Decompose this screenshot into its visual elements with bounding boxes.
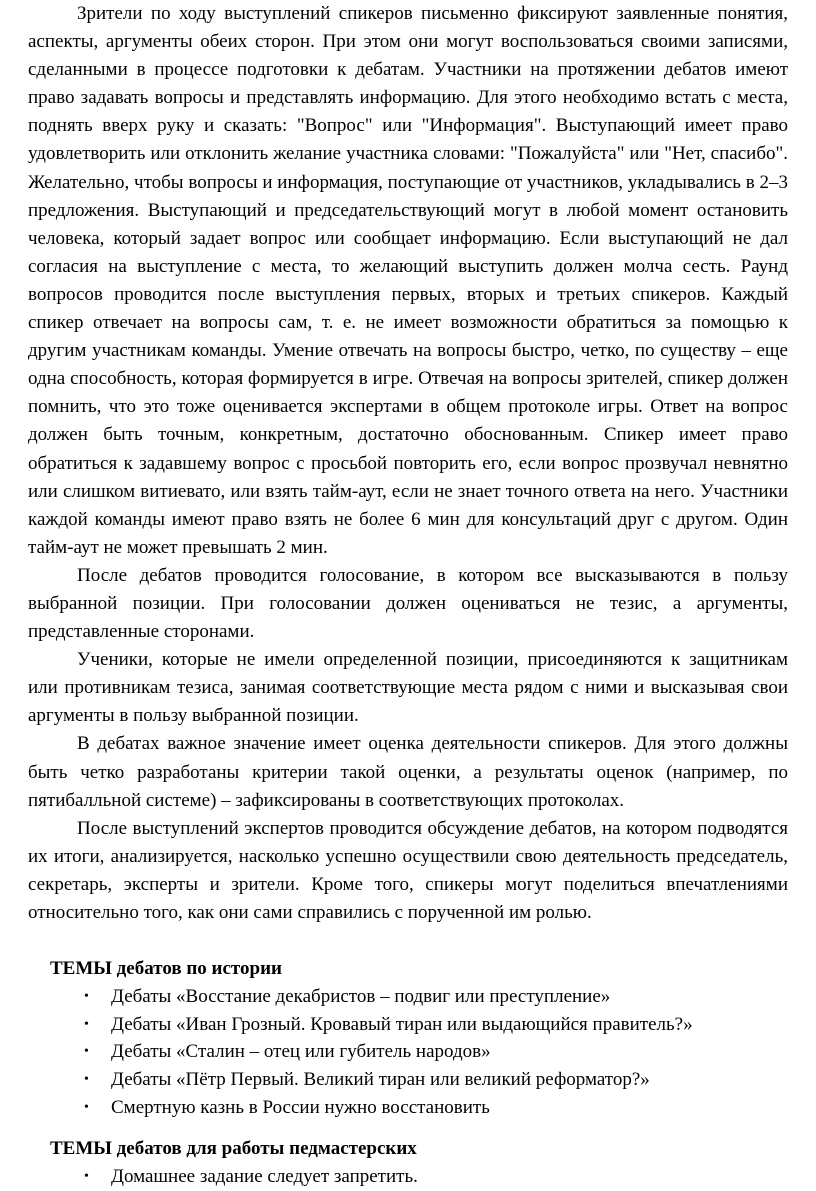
list-item: • Домашнее задание следует запретить. bbox=[28, 1163, 788, 1191]
paragraph-undecided-students: Ученики, которые не имели определенной позиции, присоединяются к защитникам или противникам тезиса, занимая соответствующие места рядом с ними и высказывая свои аргументы в пользу выбранной позиции. bbox=[28, 649, 788, 727]
section-title-workshops: ТЕМЫ дебатов для работы педмастерских bbox=[50, 1138, 417, 1160]
spacer bbox=[28, 1121, 788, 1135]
paragraph-speaker-evaluation: В дебатах важное значение имеет оценка деятельности спикеров. Для этого должны быть четко разработаны критерии такой оценки, а результаты оценок (например, по пятибалльной системе) – зафиксированы в соответствующих протоколах. bbox=[28, 733, 788, 811]
history-topics-list bbox=[28, 983, 788, 1121]
document-page bbox=[28, 0, 788, 1191]
bullet-icon: • bbox=[84, 1099, 89, 1115]
list-item: • Дебаты «Пётр Первый. Великий тиран или великий реформатор?» bbox=[28, 1066, 788, 1094]
paragraph-voting: После дебатов проводится голосование, в котором все высказываются в пользу выбранной позиции. При голосовании должен оцениваться не тезис, а аргументы, представленные сторонами. bbox=[28, 564, 788, 643]
paragraph-questions-rules: Зрители по ходу выступлений спикеров письменно фиксируют заявленные понятия, аспекты, аргументы обеих сторон. При этом они могут воспользоваться своими записями, сделанными в процессе подготовки к дебатам. Участники на протяжении дебатов имеют право задавать вопросы и представлять информацию. Для этого необходимо встать с места, поднять вверх руку и сказать: "Вопрос" или "Информация". Выступающий имеет право удовлетворить или отклонить желание участника словами: "Пожалуйста" или "Нет, спасибо". Желательно, чтобы вопросы и информация, поступающие от участников, укладывались в 2–3 предложения. Выступающий и председательствующий могут в любой момент остановить человека, который задает вопрос или сообщает информацию. Если выступающий не дал согласия на выступление с места, то желающий выступить должен молча сесть. Раунд вопросов проводится после выступления первых, вторых и третьих спикеров. Каждый спикер отвечает на вопросы сам, т. е. не имеет возможности обратиться за помощью к другим участникам команды. Умение отвечать на вопросы быстро, четко, по существу – еще одна способность, которая формируется в игре. Отвечая на вопросы зрителей, спикер должен помнить, что это тоже оценивается экспертами в общем протоколе игры. Ответ на вопрос должен быть точным, конкретным, достаточно обоснованным. Спикер имеет право обратиться к задавшему вопрос с просьбой повторить его, если вопрос прозвучал невнятно или слишком витиевато, или взять тайм-аут, если не знает точного ответа на него. Участники каждой команды имеют право взять не более 6 мин для консультаций друг с другом. Один тайм-аут не может превышать 2 мин. bbox=[28, 3, 788, 558]
bullet-icon: • bbox=[84, 1044, 89, 1060]
spacer bbox=[28, 927, 788, 955]
bullet-icon: • bbox=[84, 989, 89, 1005]
paragraph-discussion: После выступлений экспертов проводится обсуждение дебатов, на котором подводятся их итоги, анализируется, насколько успешно осуществили свою деятельность председатель, секретарь, эксперты и зрители. Кроме того, спикеры могут поделиться впечатлениями относительно того, как они сами справились с порученной им ролью. bbox=[28, 817, 788, 923]
bullet-icon: • bbox=[84, 1016, 89, 1032]
section-title-history: ТЕМЫ дебатов по истории bbox=[50, 958, 282, 980]
bullet-icon: • bbox=[84, 1169, 89, 1185]
bullet-icon: • bbox=[84, 1071, 89, 1087]
list-item: • Дебаты «Иван Грозный. Кровавый тиран или выдающийся правитель?» bbox=[28, 1011, 788, 1039]
list-item: • Смертную казнь в России нужно восстановить bbox=[28, 1094, 788, 1122]
list-item: • Дебаты «Восстание декабристов – подвиг или преступление» bbox=[28, 983, 788, 1011]
list-item: • Дебаты «Сталин – отец или губитель народов» bbox=[28, 1038, 788, 1066]
workshop-topics-list bbox=[28, 1163, 788, 1191]
